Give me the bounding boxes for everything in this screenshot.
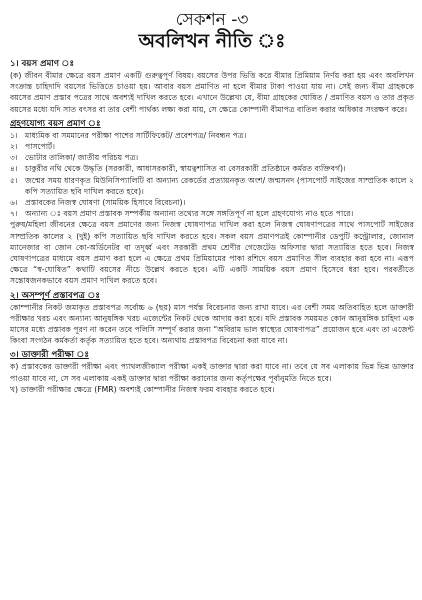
list-item [10,141,414,152]
list-text: চাকুরীর নথি থেকে উদ্ধৃতি (সরকারী, আধাসরকারী, স্বায়ত্বশাসিত বা বেসরকারী প্রতিষ্ঠানে কর্মরত ব্যক্তিবর্গ)। [25,164,346,174]
medical-exam-paragraph-kh: খ) ডাক্তারী পরীক্ষার ক্ষেত্রে (FMR) অবশ্যই কোম্পানীর নিজস্ব ফরম ব্যবহার করতে হবে। [10,384,275,394]
policy-title: অবলিখন নীতি ঃ [138,30,286,52]
age-proof-paragraph: (ক) জীবন বীমার ক্ষেত্রে বয়স প্রমাণ একটি গুরুত্বপূর্ণ বিষয়। বয়সের উপর ভিত্তি করে বীমার প্রিমিয়াম নির্ণয় করা হয় এবং অবলিখন সংক্রান্ত চাহিদাদি বয়সের ভিত্তিতে চাওয়া হয়। আবার বয়স প্রমাণিত না হলে বীমার টাকা পাওয়া যায় না। সেই জন্য বীমা গ্রাহককে বয়সের প্রমাণ প্রস্তাব পত্রের সাথে অবশ্যই দাখিল করতে হবে। এখানে উল্লেখ্য যে, বীমা গ্রাহকের ঘোষিত / প্রমাণিত বয়স ও তার প্রকৃত বয়সের মধ্যে যদি সাত বৎসর বা তার বেশী পার্থক্য লক্ষ্য করা যায়, সে ক্ষেত্রে কোম্পানী বীমাপত্র বাতিল করার অধিকার সংরক্ষণ করে। [10,71,414,114]
age-proof-heading: ১। বয়স প্রমাণ ঃ [10,59,75,69]
list-number: ৭। [10,209,18,219]
list-text: মাধ্যমিক বা সমমানের পরীক্ষা পাশের সার্টিফিকেট/ প্রবেশপত্র/ নিবন্ধন পত্র। [25,130,247,140]
incomplete-proposal-paragraph: কোম্পানীর নিকট জমাকৃত প্রস্তাবপত্র সর্বোচ্চ ৬ (ছয়) মাস পর্যন্ত বিবেচনার জন্য রাখা যাবে। এর বেশী সময় অতিবাহিত হলে ডাক্তারী পরীক্ষার খরচ এবং অন্যান্য আনুষঙ্গিক খরচ এজেন্টের নিকট থেকে আদায় করা হবে। যদি প্রস্তাবক সময়মত কোন আনুষঙ্গিক চাহিদা এক মাসের মধ্যে প্রস্তাবক পূরণ না করেন তবে পলিসি সম্পূর্ণ করার জন্য “অবিরাম ভাল স্বাস্থ্যের ঘোষণাপত্র” প্রয়োজন হবে এবং তা এজেন্ট কিংবা সংগঠন কর্মকর্তা কর্তৃক সত্যায়িত হতে হবে। অন্যথায় প্রস্তাবপত্র বিবেচনা করা যাবে না। [10,302,414,346]
list-item [10,163,414,174]
list-item [10,208,414,219]
section-title: সেকশন -৩ [175,10,249,30]
list-item [10,152,414,163]
list-text: পাসপোর্ট। [25,142,55,152]
list-number: ৪। [10,164,18,174]
list-number: ৬। [10,198,18,208]
list-item [10,197,414,208]
list-number: ৩। [10,153,18,163]
list-text: প্রস্তাবকের নিজস্ব ঘোষণা (সাময়িক হিসাবে বিবেচনা)। [25,198,186,208]
list-text: জন্মের সময় ধারণকৃত মিউনিসিপ্যালিটি বা অন্যান্য রেকর্ডের প্রত্যায়নকৃত অংশ/ জন্মসনদ (পাসপোর্ট সাইজের সাম্প্রতিক কালে ২ কপি সত্যায়িত ছবি দাখিল করতে হবে)। [25,175,414,196]
self-declaration-paragraph: পুরুষ/মহিলা জীবনের ক্ষেত্রে বয়স প্রমাণের জন্য নিজস্ব ঘোষণাপত্র দাখিল করা হলে নিজস্ব ঘোষণাপত্রের সাথে পাসপোর্ট সাইজের সাম্প্রতিক কালের ২ (দুই) কপি সত্যায়িত ছবি দাখিল করতে হবে। সকল বয়স প্রমাণপত্রই কোম্পানীর ডেপুটি কন্ট্রোলার, জোনাল ম্যানেজার বা জোন কো-অর্ডিনেটর বা তদূর্ধ্ব এবং সরকারী প্রথম শ্রেণীর গেজেটেড অফিসার দ্বারা সত্যায়িত হতে হবে। নিজস্ব ঘোষণাপত্রের মাধ্যমে বয়স প্রমাণ করা হলে এ ক্ষেত্রে প্রথম প্রিমিয়ামের পাকা রশিদে বয়স প্রমাণিত সীল ব্যবহার করা হবে না। এরূপ ক্ষেত্রে “স্ব-ঘোষিত” কথাটি বয়সের নীচে উল্লেখ করতে হবে। এটি একটি সাময়িক বয়স প্রমাণ হিসেবে ধরা হবে। পরবর্তীতে সন্তোষজনকভাবে বয়স প্রমাণ দাখিল করতে হবে। [10,220,414,286]
list-number: ২। [10,142,18,152]
list-text: অন্যান্য ঃ বয়স প্রমাণ প্রস্তাবক সম্পর্কীয় অন্যান্য তথ্যের সঙ্গে সঙ্গতিপূর্ণ না হলে গ্রহণযোগ্য নাও হতে পারে। [25,209,354,219]
incomplete-proposal-heading: ২। অসম্পূর্ণ প্রস্তাবপত্র ঃ [10,290,100,301]
list-number: ৫। [10,175,18,185]
medical-exam-heading: ৩। ডাক্তারী পরীক্ষা ঃ [10,350,89,361]
list-text: ভোটার তালিকা/ জাতীয় পরিচয় পত্র। [25,153,139,163]
accepted-age-proof-heading: গ্রহণযোগ্য বয়স প্রমাণ ঃ [10,118,101,129]
list-item [10,130,414,141]
medical-exam-paragraph-k: ক) প্রস্তাবকের ডাক্তারী পরীক্ষা এবং প্যাথলজীক্যাল পরীক্ষা একই ডাক্তার দ্বারা করা যাবে না। তবে যে সব এলাকায় ভিন্ন ভিন্ন ডাক্তার পাওয়া যাবে না, সে সব এলাকায় একই ডাক্তার দ্বারা পরীক্ষা করানোর জন্য কর্তৃপক্ষের পূর্বানুমতি নিতে হবে। [10,362,414,383]
list-item [10,175,414,197]
list-number: ১। [10,130,18,140]
